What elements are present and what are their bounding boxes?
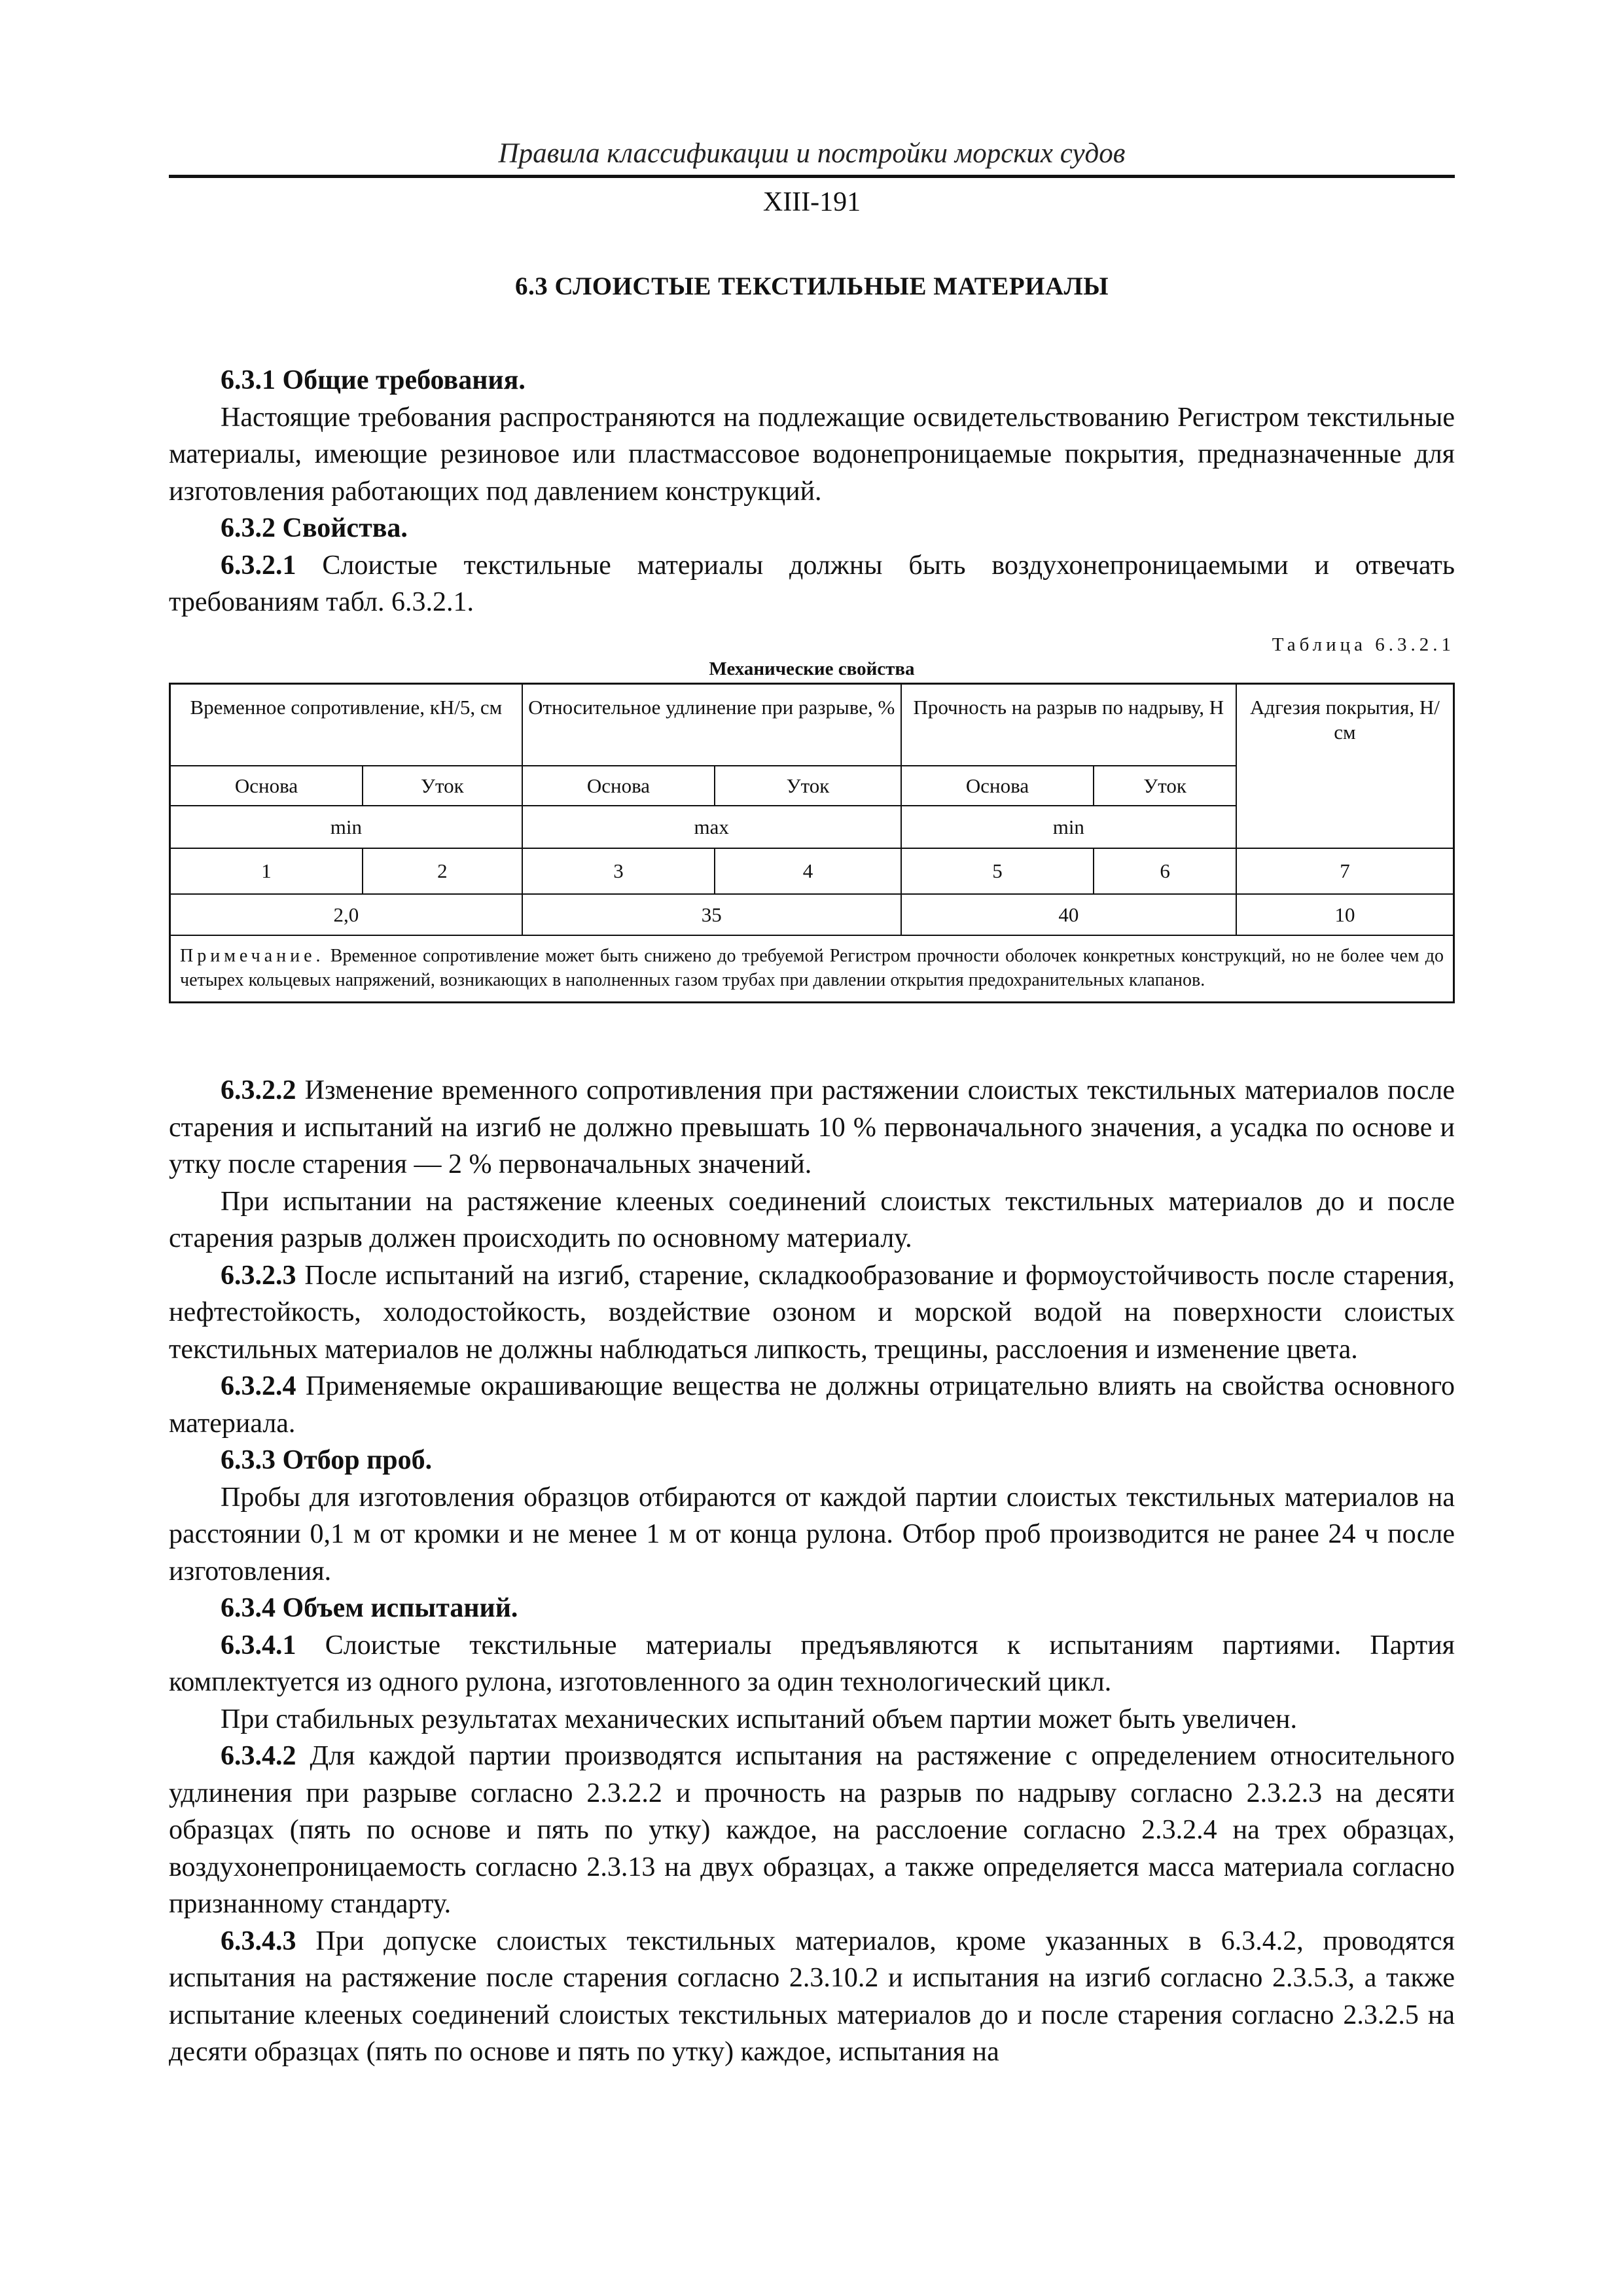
subheader-cell: Основа [901,766,1094,806]
paragraph [169,1701,1455,1738]
paragraph-text: При допуске слоистых текстильных материалов, кроме указанных в 6.3.4.2, проводятся испытания на растяжение после старения согласно 2.3.10.2 и испытания на изгиб согласно 2.3.5.3, а также испытание клееных соединений слоистых текстильных материалов до и после старения согласно 2.3.2.5 на десяти образцах (пять по основе и пять по утку) каждое, испытания на [169,1926,1455,2067]
paragraph-text: Слоистые текстильные материалы должны быть воздухонепроницаемыми и отвечать требованиям табл. 6.3.2.1. [169,550,1455,617]
limit-cell: min [901,806,1236,848]
paragraph [169,1072,1455,1183]
subheader-cell: Основа [170,766,363,806]
paragraph [169,1479,1455,1590]
paragraph [169,510,1455,547]
paragraph [169,1368,1455,1442]
limit-cell: max [522,806,901,848]
paragraph-text: При испытании на растяжение клееных соединений слоистых текстильных материалов до и после старения разрыв должен происходить по основному материалу. [169,1186,1455,1253]
paragraph [169,1738,1455,1923]
paragraph [169,1257,1455,1369]
body-text-bottom [169,1072,1455,2071]
clause-heading: 6.3.1 Общие требования. [221,365,526,395]
clause-number: 6.3.2.4 [221,1371,296,1401]
clause-number: 6.3.2.2 [221,1075,296,1105]
header-cell: Временное сопротивление, кН/5, см [170,684,522,766]
clause-number: 6.3.2.1 [221,550,296,581]
subheader-cell: Уток [1094,766,1236,806]
header-cell: Прочность на разрыв по надрыву, Н [901,684,1236,766]
clause-number: 6.3.4.2 [221,1741,296,1771]
paragraph-text: После испытаний на изгиб, старение, складкообразование и формоустойчивость после старения, нефтестойкость, холодостойкость, воздействие озоном и морской водой на поверхности слоистых текстильных материалов не должны наблюдаться липкость, трещины, расслоения и изменение цвета. [169,1260,1455,1365]
running-header: Правила классификации и постройки морских судов [498,138,1126,169]
paragraph [169,362,1455,399]
limit-cell: min [170,806,522,848]
header-cell: Относительное удлинение при разрыве, % [522,684,901,766]
paragraph [169,1183,1455,1257]
page-number: XIII-191 [762,187,861,217]
column-number-cell: 2 [363,848,522,894]
paragraph [169,1442,1455,1479]
paragraph-text: Настоящие требования распространяются на подлежащие освидетельствованию Регистром текстильные материалы, имеющие резиновое или пластмассовое водонепроницаемые покрытия, предназначенные для изготовления работающих под давлением конструкций. [169,402,1455,507]
section-title: 6.3 СЛОИСТЫЕ ТЕКСТИЛЬНЫЕ МАТЕРИАЛЫ [515,272,1109,300]
paragraph-text: Пробы для изготовления образцов отбираются от каждой партии слоистых текстильных материалов на расстоянии 0,1 м от кромки и не менее 1 м от конца рулона. Отбор проб производится не ранее 24 ч после изготовления. [169,1482,1455,1587]
body-text-top [169,362,1455,621]
subheader-cell: Уток [363,766,522,806]
clause-number: 6.3.2.3 [221,1260,296,1291]
header-rule [169,175,1455,178]
subheader-cell: Основа [522,766,715,806]
column-number-cell: 5 [901,848,1094,894]
paragraph-text: Слоистые текстильные материалы предъявляются к испытаниям партиями. Партия комплектуется из одного рулона, изготовленного за один технологический цикл. [169,1630,1455,1697]
table-note [170,935,1454,1003]
paragraph-text: Изменение временного сопротивления при растяжении слоистых текстильных материалов после старения и испытаний на изгиб не должно превышать 10 % первоначального значения, а усадка по основе и утку после старения — 2 % первоначальных значений. [169,1075,1455,1179]
header-cell: Адгезия покрытия, Н/см [1236,684,1454,849]
paragraph-text: Применяемые окрашивающие вещества не должны отрицательно влиять на свойства основного материала. [169,1371,1455,1439]
column-number-cell: 7 [1236,848,1454,894]
clause-heading: 6.3.4 Объем испытаний. [221,1593,518,1623]
clause-number: 6.3.4.3 [221,1926,296,1956]
subheader-cell: Уток [715,766,901,806]
paragraph [169,1923,1455,2071]
paragraph [169,399,1455,511]
paragraph-text: При стабильных результатах механических испытаний объем партии может быть увеличен. [221,1704,1297,1734]
paragraph [169,1627,1455,1701]
paragraph-text: Для каждой партии производятся испытания на растяжение с определением относительного удлинения при разрыве согласно 2.3.2.2 и прочность на разрыв по надрыву согласно 2.3.2.3 на десяти образцах (пять по основе и пять по утку) каждое, на расслоение согласно 2.3.2.4 на трех образцах, воздухонепроницаемость согласно 2.3.13 на двух образцах, а также определяется масса материала согласно признанному стандарту. [169,1741,1455,1919]
column-number-cell: 1 [170,848,363,894]
table-note-row [170,935,1454,1003]
paragraph [169,547,1455,621]
table-value-row [170,894,1454,935]
column-number-cell: 6 [1094,848,1236,894]
note-label: Примечание. [180,946,325,966]
column-number-cell: 3 [522,848,715,894]
value-cell: 10 [1236,894,1454,935]
mechanical-properties-table [169,683,1455,1003]
clause-heading: 6.3.2 Свойства. [221,513,408,543]
value-cell: 40 [901,894,1236,935]
table-label: Таблица 6.3.2.1 [1272,634,1455,655]
clause-heading: 6.3.3 Отбор проб. [221,1445,433,1475]
table-caption: Механические свойства [709,658,915,679]
paragraph [169,1590,1455,1627]
clause-number: 6.3.4.1 [221,1630,296,1660]
note-text: Временное сопротивление может быть снижено до требуемой Регистром прочности оболочек конкретных конструкций, но не более чем до четырех кольцевых напряжений, возникающих в наполненных газом трубах при давлении открытия предохранительных клапанов. [180,946,1444,990]
column-number-cell: 4 [715,848,901,894]
table-column-number-row [170,848,1454,894]
table-header-row [170,684,1454,766]
value-cell: 2,0 [170,894,522,935]
value-cell: 35 [522,894,901,935]
